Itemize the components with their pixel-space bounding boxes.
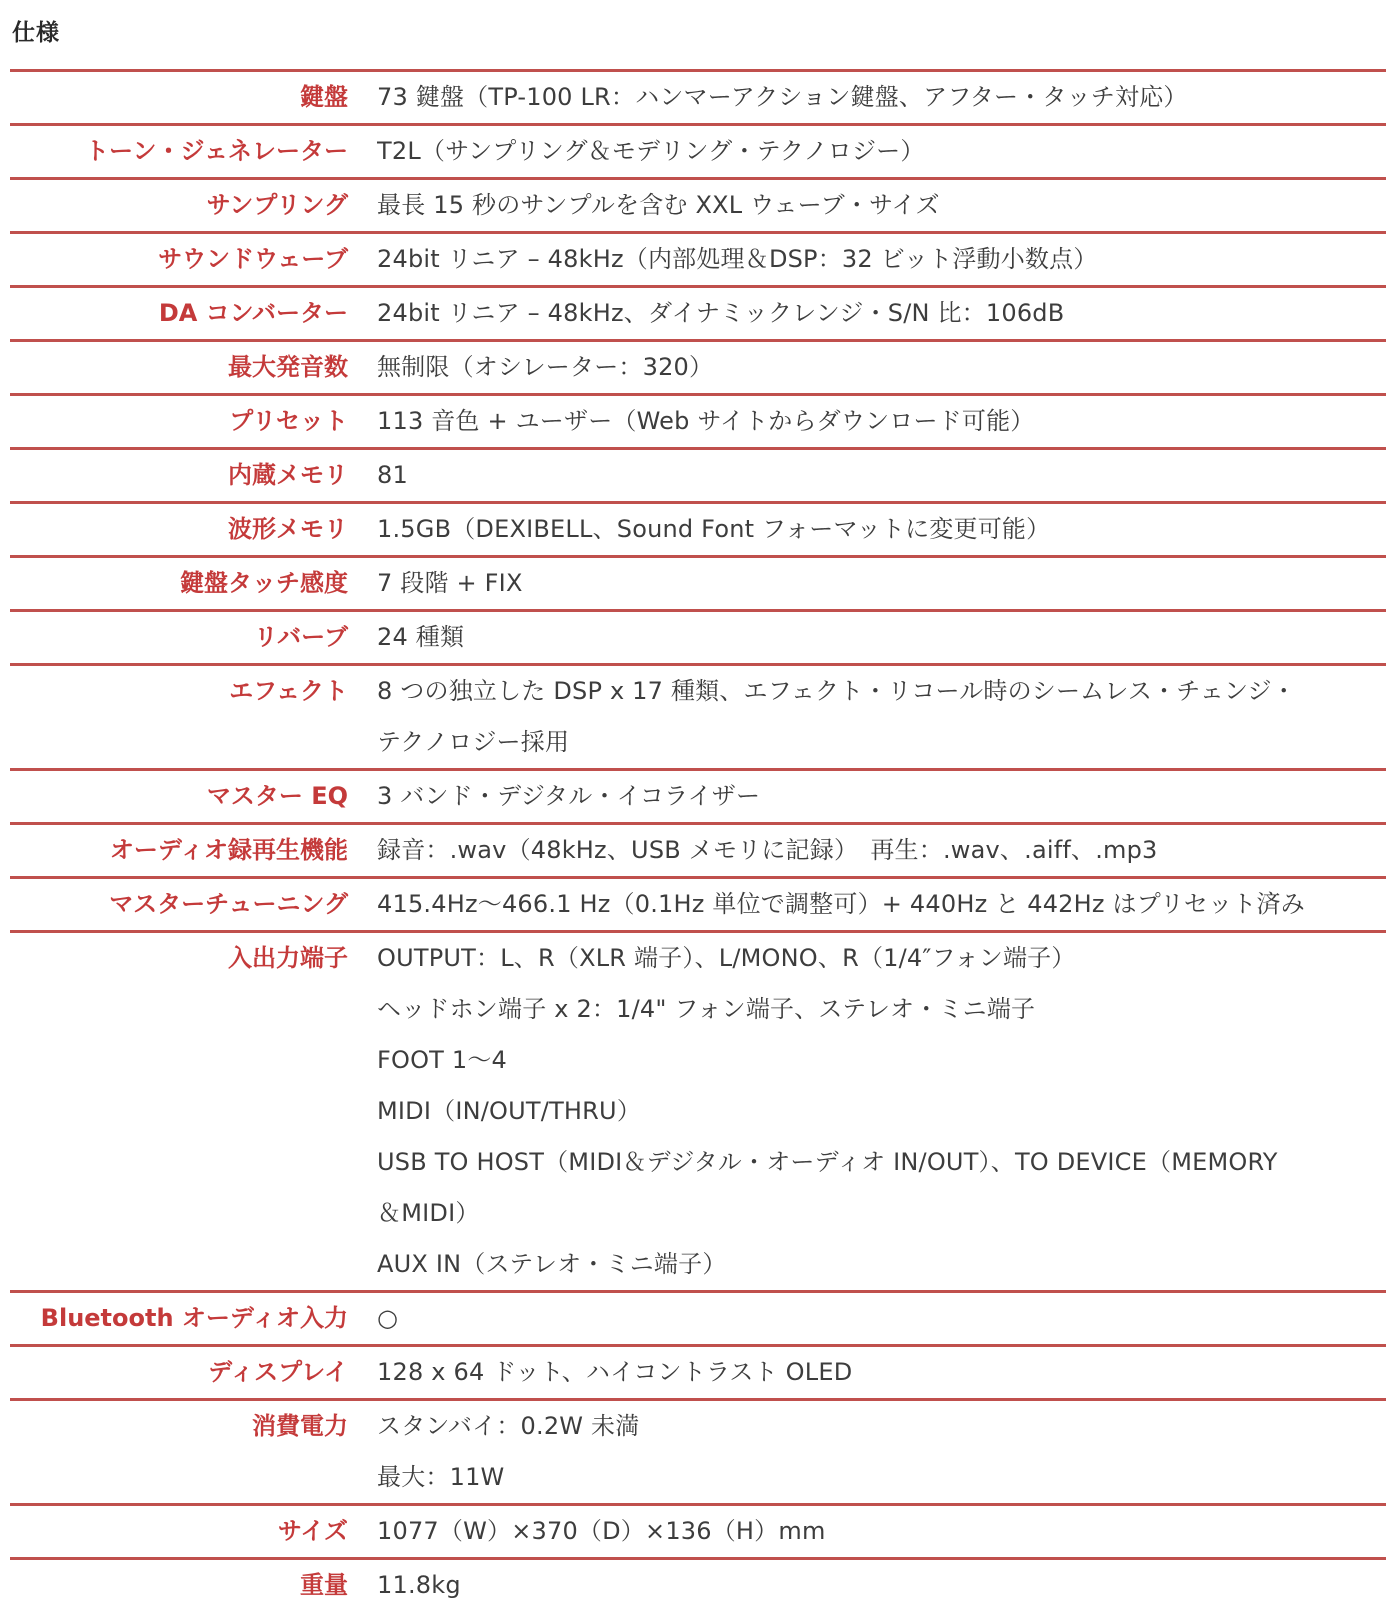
spec-label: 最大発音数: [228, 353, 348, 381]
spec-value-line: 24bit リニア – 48kHz、ダイナミックレンジ・S/N 比：106dB: [377, 299, 1065, 327]
spec-value-line: OUTPUT：L、R（XLR 端子）、L/MONO、R（1/4″フォン端子）: [377, 944, 1076, 972]
spec-row: [10, 1293, 1386, 1347]
spec-value-line: 73 鍵盤（TP-100 LR：ハンマーアクション鍵盤、アフター・タッチ対応）: [377, 83, 1188, 111]
spec-row: [10, 72, 1386, 126]
spec-values: [348, 1347, 1386, 1398]
spec-label: マスターチューニング: [109, 890, 348, 918]
spec-row: [10, 879, 1386, 933]
spec-row: [10, 666, 1386, 771]
spec-value-line: 24bit リニア – 48kHz（内部処理＆DSP：32 ビット浮動小数点）: [377, 245, 1098, 273]
spec-value-line: MIDI（IN/OUT/THRU）: [377, 1097, 642, 1125]
spec-row: [10, 558, 1386, 612]
spec-value-line: 113 音色 + ユーザー（Web サイトからダウンロード可能）: [377, 407, 1035, 435]
spec-value-line: ○: [377, 1304, 399, 1332]
spec-value-line: ヘッドホン端子 x 2：1/4" フォン端子、ステレオ・ミニ端子: [377, 995, 1036, 1023]
spec-row: [10, 126, 1386, 180]
spec-values: [348, 1293, 1386, 1344]
spec-label: 波形メモリ: [228, 515, 348, 543]
spec-row: [10, 612, 1386, 666]
spec-row: [10, 1560, 1386, 1611]
spec-label: 入出力端子: [228, 944, 348, 972]
spec-label: Bluetooth オーディオ入力: [40, 1304, 348, 1332]
spec-row: [10, 342, 1386, 396]
spec-value-line: FOOT 1〜4: [377, 1046, 508, 1074]
spec-row: [10, 825, 1386, 879]
spec-values: [348, 1506, 1386, 1557]
spec-value-line: 128 x 64 ドット、ハイコントラスト OLED: [377, 1358, 853, 1386]
spec-values: [348, 933, 1386, 1290]
spec-label: 鍵盤: [300, 83, 348, 111]
spec-label: オーディオ録再生機能: [109, 836, 348, 864]
spec-row: [10, 180, 1386, 234]
spec-row: [10, 396, 1386, 450]
spec-values: [348, 288, 1386, 339]
spec-value-line: ＆MIDI）: [377, 1199, 480, 1227]
spec-label: DA コンバーター: [158, 299, 348, 327]
spec-row: [10, 933, 1386, 1293]
spec-value-line: T2L（サンプリング＆モデリング・テクノロジー）: [377, 137, 925, 165]
spec-value-line: 81: [377, 461, 408, 489]
page-title: 仕様: [12, 20, 60, 46]
spec-value-line: USB TO HOST（MIDI＆デジタル・オーディオ IN/OUT）、TO DEVICE（MEMORY: [377, 1148, 1278, 1176]
spec-value-line: 録音：.wav（48kHz、USB メモリに記録） 再生：.wav、.aiff、.mp3: [377, 836, 1158, 864]
spec-label: 内蔵メモリ: [228, 461, 348, 489]
spec-label: 鍵盤タッチ感度: [180, 569, 348, 597]
spec-value-line: 24 種類: [377, 623, 465, 651]
spec-value-line: 1077（W）×370（D）×136（H）mm: [377, 1517, 826, 1545]
spec-label: エフェクト: [229, 677, 348, 705]
spec-row: [10, 504, 1386, 558]
spec-row: [10, 1401, 1386, 1506]
spec-value-line: 無制限（オシレーター：320）: [377, 353, 714, 381]
spec-values: [348, 1560, 1386, 1611]
spec-row: [10, 1506, 1386, 1560]
spec-row: [10, 450, 1386, 504]
spec-values: [348, 558, 1386, 609]
spec-label: ディスプレイ: [208, 1358, 348, 1386]
spec-values: [348, 612, 1386, 663]
spec-values: [348, 825, 1386, 876]
spec-value-line: AUX IN（ステレオ・ミニ端子）: [377, 1250, 727, 1278]
spec-value-line: スタンバイ：0.2W 未満: [377, 1412, 640, 1440]
spec-value-line: 最長 15 秒のサンプルを含む XXL ウェーブ・サイズ: [377, 191, 940, 219]
spec-label: サイズ: [277, 1517, 348, 1545]
spec-label: サンプリング: [206, 191, 348, 219]
spec-value-line: 最大：11W: [377, 1463, 505, 1491]
spec-values: [348, 771, 1386, 822]
spec-value-line: 11.8kg: [377, 1571, 461, 1599]
spec-label: 消費電力: [252, 1412, 348, 1440]
spec-label: トーン・ジェネレーター: [84, 137, 348, 165]
spec-value-line: 3 バンド・デジタル・イコライザー: [377, 782, 761, 810]
spec-values: [348, 504, 1386, 555]
spec-values: [348, 342, 1386, 393]
spec-value-line: 8 つの独立した DSP x 17 種類、エフェクト・リコール時のシームレス・チェンジ・: [377, 677, 1296, 705]
spec-value-line: 7 段階 + FIX: [377, 569, 523, 597]
spec-values: [348, 450, 1386, 501]
spec-label: リバーブ: [253, 623, 348, 651]
spec-values: [348, 879, 1386, 930]
spec-value-line: テクノロジー採用: [377, 728, 570, 756]
spec-value-line: 415.4Hz〜466.1 Hz（0.1Hz 単位で調整可）+ 440Hz と 442Hz はプリセット済み: [377, 890, 1305, 918]
spec-values: [348, 1401, 1386, 1503]
spec-row: [10, 771, 1386, 825]
spec-values: [348, 72, 1386, 123]
spec-values: [348, 234, 1386, 285]
spec-table: [10, 69, 1386, 1611]
spec-label: プリセット: [229, 407, 348, 435]
spec-row: [10, 1347, 1386, 1401]
spec-label: マスター EQ: [206, 782, 348, 810]
spec-value-line: 1.5GB（DEXIBELL、Sound Font フォーマットに変更可能）: [377, 515, 1051, 543]
spec-values: [348, 126, 1386, 177]
spec-values: [348, 396, 1386, 447]
spec-label: 重量: [300, 1571, 348, 1599]
spec-values: [348, 180, 1386, 231]
spec-row: [10, 234, 1386, 288]
spec-values: [348, 666, 1386, 768]
spec-row: [10, 288, 1386, 342]
spec-label: サウンドウェーブ: [158, 245, 348, 273]
